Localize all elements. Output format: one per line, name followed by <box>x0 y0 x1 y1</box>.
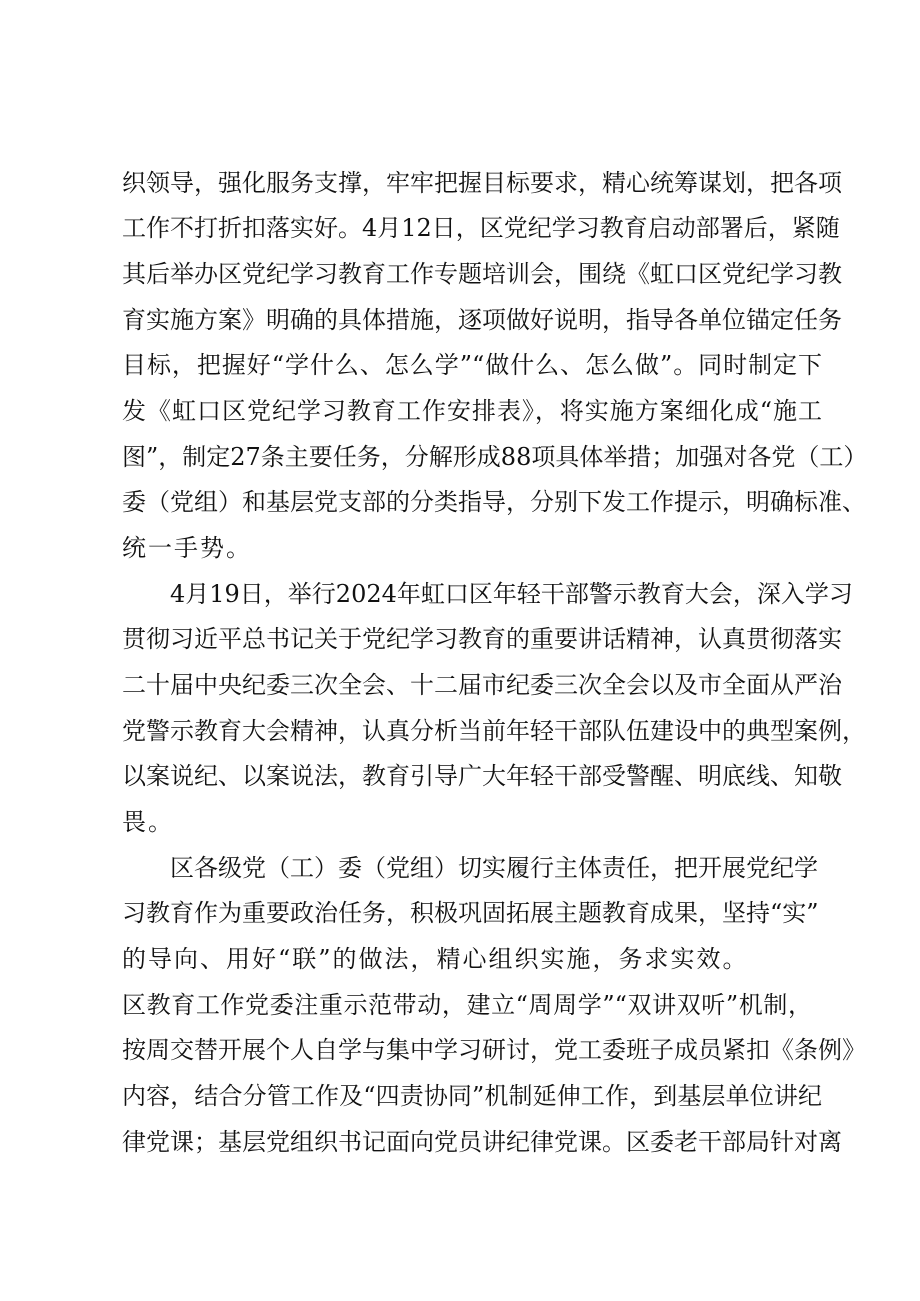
text-line: 二十届中央纪委三次全会、十二届市纪委三次全会以及市全面从严治 <box>122 671 842 699</box>
text-line: 律党课；基层党组织书记面向党员讲纪律党课。区委老干部局针对离 <box>122 1128 842 1156</box>
text-line: 贯彻习近平总书记关于党纪学习教育的重要讲话精神，认真贯彻落实 <box>122 625 842 653</box>
text-line: 4月19日，举行2024年虹口区年轻干部警示教育大会，深入学习 <box>170 580 853 608</box>
text-line: 育实施方案》明确的具体措施，逐项做好说明，指导各单位锚定任务 <box>122 306 842 334</box>
text-line: 区教育工作党委注重示范带动，建立“周周学”“双讲双听”机制， <box>122 991 812 1019</box>
text-line: 织领导，强化服务支撑，牢牢把握目标要求，精心统筹谋划，把各项 <box>122 169 842 197</box>
text-line: 区各级党（工）委（党组）切实履行主体责任，把开展党纪学 <box>170 854 818 882</box>
text-line: 其后举办区党纪学习教育工作专题培训会，围绕《虹口区党纪学习教 <box>122 260 842 288</box>
text-line: 工作不打折扣落实好。4月12日，区党纪学习教育启动部署后，紧随 <box>122 214 840 242</box>
text-line: 目标，把握好“学什么、怎么学”“做什么、怎么做”。同时制定下 <box>122 351 822 379</box>
text-line: 图”，制定27条主要任务，分解形成88项具体举措；加强对各党（工） <box>122 443 868 471</box>
text-line: 统一手势。 <box>122 534 252 562</box>
text-line: 内容，结合分管工作及“四责协同”机制延伸工作，到基层单位讲纪 <box>122 1082 822 1110</box>
text-line: 委（党组）和基层党支部的分类指导，分别下发工作提示，明确标准、 <box>122 488 866 516</box>
text-line: 党警示教育大会精神，认真分析当前年轻干部队伍建设中的典型案例， <box>122 717 866 745</box>
text-line: 畏。 <box>122 808 174 836</box>
text-line: 习教育作为重要政治任务，积极巩固拓展主题教育成果，坚持“实” <box>122 899 819 927</box>
text-line: 的导向、用好“联”的做法，精心组织实施，务求实效。 <box>122 945 749 973</box>
text-line: 按周交替开展个人自学与集中学习研讨，党工委班子成员紧扣《条例》 <box>122 1036 866 1064</box>
text-line: 以案说纪、以案说法，教育引导广大年轻干部受警醒、明底线、知敬 <box>122 762 842 790</box>
text-line: 发《虹口区党纪学习教育工作安排表》，将实施方案细化成“施工 <box>122 397 822 425</box>
